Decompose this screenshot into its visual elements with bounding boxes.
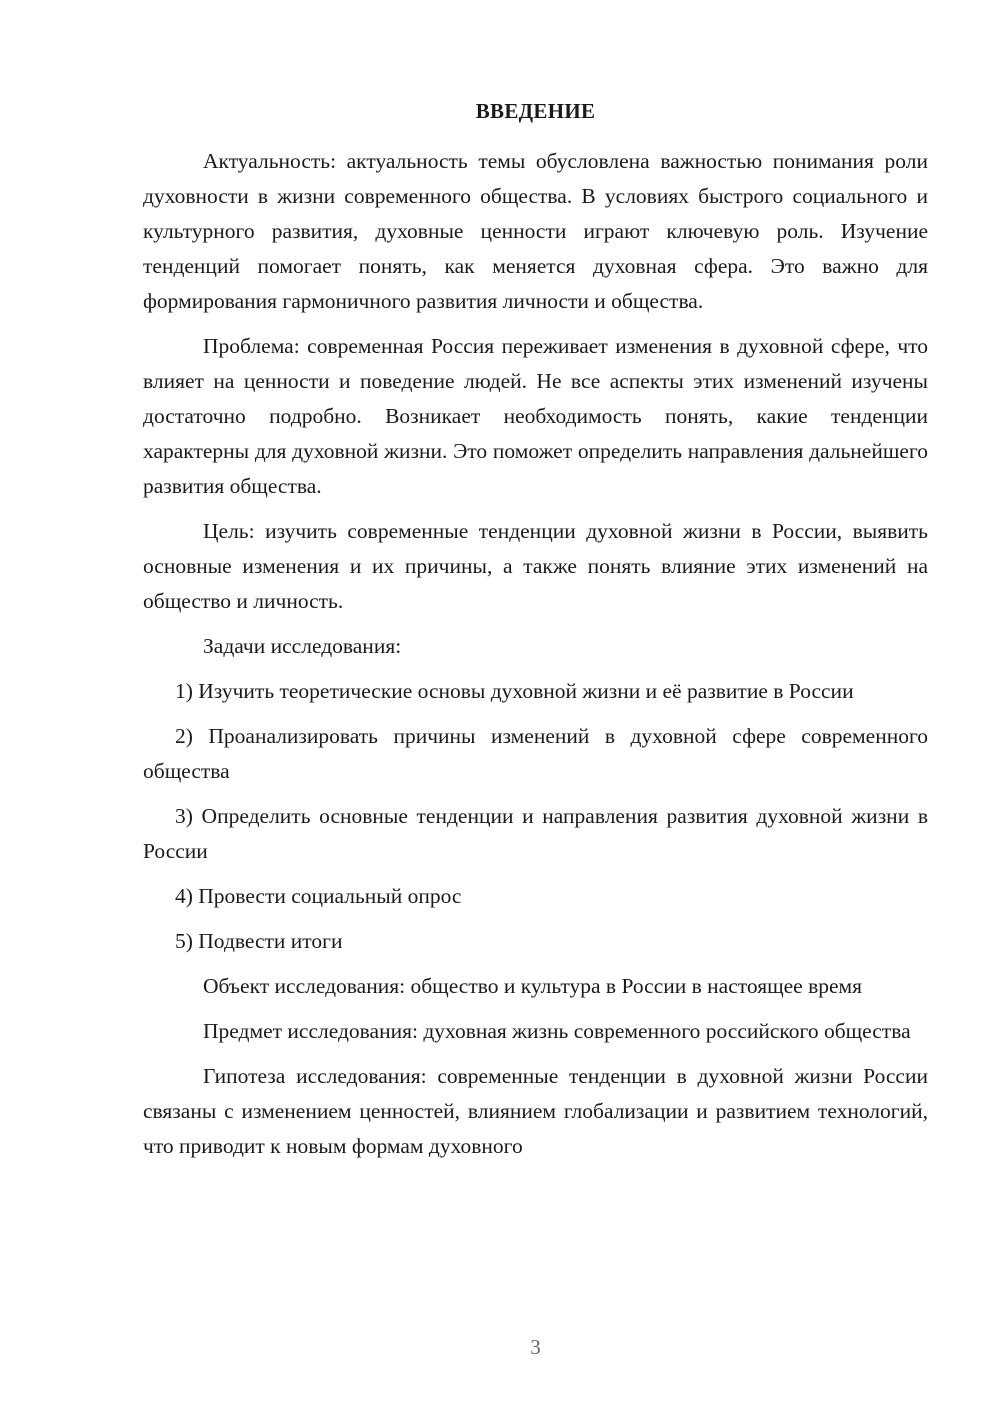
- problem-paragraph: Проблема: современная Россия переживает изменения в духовной сфере, что влияет на ценности и поведение людей. Не все аспекты этих изменений изучены достаточно подробно. Возникает необходимость понять, какие тенденции характерны для духовной жизни. Это поможет определить направления дальнейшего развития общества.: [143, 334, 928, 498]
- object-paragraph: Объект исследования: общество и культура в России в настоящее время: [203, 974, 863, 998]
- relevance-paragraph: Актуальность: актуальность темы обусловлена важностью понимания роли духовности в жизни современного общества. В условиях быстрого социального и культурного развития, духовные ценности играют ключевую роль. Изучение тенденций помогает понять, как меняется духовная сфера. Это важно для формирования гармоничного развития личности и общества.: [143, 149, 928, 313]
- section-title: ВВЕДЕНИЕ: [475, 99, 596, 123]
- tasks-heading: Задачи исследования:: [203, 634, 402, 658]
- task-item: 1) Изучить теоретические основы духовной жизни и её развитие в России: [175, 679, 854, 703]
- page-number: 3: [530, 1335, 541, 1359]
- task-item: 2) Проанализировать причины изменений в духовной сфере современного общества: [143, 724, 928, 783]
- task-item: 4) Провести социальный опрос: [175, 884, 462, 908]
- goal-paragraph: Цель: изучить современные тенденции духовной жизни в России, выявить основные изменения и их причины, а также понять влияние этих изменений на общество и личность.: [143, 519, 928, 613]
- document-body: [143, 144, 928, 1174]
- hypothesis-paragraph: Гипотеза исследования: современные тенденции в духовной жизни России связаны с изменением ценностей, влиянием глобализации и развитием технологий, что приводит к новым формам духовного: [143, 1064, 928, 1158]
- task-item: 3) Определить основные тенденции и направления развития духовной жизни в России: [143, 804, 928, 863]
- subject-paragraph: Предмет исследования: духовная жизнь современного российского общества: [203, 1019, 911, 1043]
- document-page: [143, 0, 928, 1414]
- task-item: 5) Подвести итоги: [175, 929, 343, 953]
